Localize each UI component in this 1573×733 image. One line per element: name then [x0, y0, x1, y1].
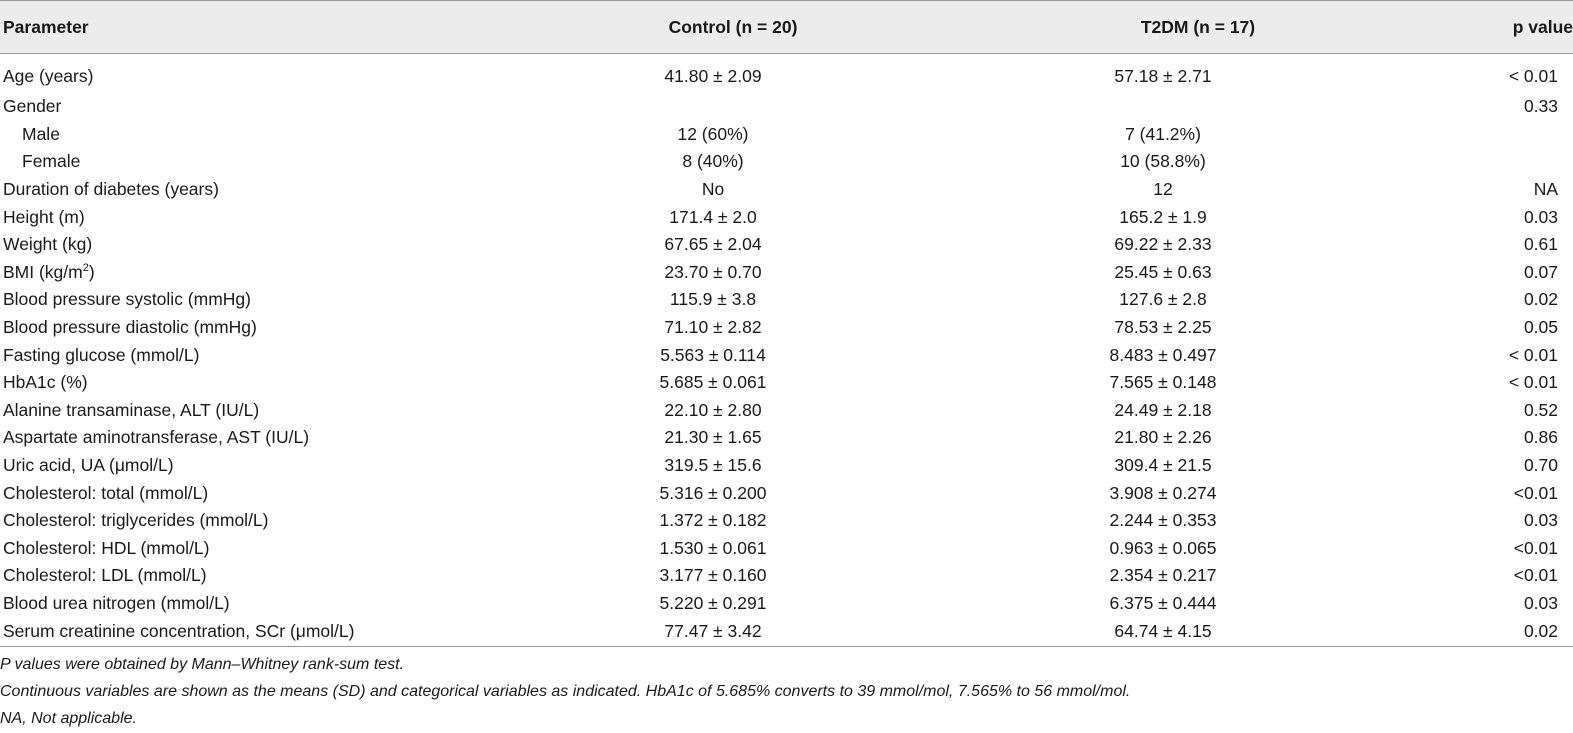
row-t2dm-value: 2.354 ± 0.217 [1109, 565, 1217, 586]
row-control-value: No [701, 179, 725, 200]
row-p-value: 0.03 [1523, 206, 1558, 227]
row-control-value: 3.177 ± 0.160 [659, 565, 767, 586]
row-parameter: Male [22, 123, 60, 144]
row-p-value: 0.02 [1403, 617, 1573, 647]
header-row [0, 1, 1573, 54]
row-control-value: 12 (60%) [677, 123, 749, 144]
row-p-value: 0.05 [1523, 317, 1558, 338]
row-parameter: Duration of diabetes (years) [3, 179, 219, 200]
row-p-value: < 0.01 [1508, 372, 1558, 393]
row-parameter: Blood pressure systolic (mmHg) [3, 289, 251, 310]
row-t2dm-value: 3.908 ± 0.274 [1109, 482, 1217, 503]
table-row [0, 54, 1573, 94]
header-control: Control (n = 20) [503, 1, 923, 54]
row-parameter: Cholesterol: HDL (mmol/L) [3, 537, 210, 558]
row-parameter: Uric acid, UA (μmol/L) [3, 455, 174, 476]
row-control-value: 1.530 ± 0.061 [659, 537, 767, 558]
row-p-value: <0.01 [1513, 537, 1558, 558]
row-control-value: 1.372 ± 0.182 [659, 510, 767, 531]
row-parameter: Serum creatinine concentration, SCr (μmol/L) [0, 617, 503, 647]
row-p-value: 0.07 [1523, 261, 1558, 282]
row-control-value: 41.80 ± 2.09 [664, 66, 762, 86]
header-t2dm: T2DM (n = 17) [923, 1, 1403, 54]
table-row [0, 148, 1573, 176]
table-row [0, 341, 1573, 369]
row-p-value: 0.03 [1523, 510, 1558, 531]
row-t2dm-value: 10 (58.8%) [1120, 151, 1206, 172]
footnote-variables: Continuous variables are shown as the means (SD) and categorical variables as indicated. HbA1c of 5.685% converts to 39 mmol/mol, 7.565% to 56 mmol/mol. [0, 683, 1131, 700]
row-t2dm-value: 8.483 ± 0.497 [1109, 344, 1217, 365]
row-t2dm-value: 7.565 ± 0.148 [1109, 372, 1217, 393]
row-control-value: 5.220 ± 0.291 [659, 592, 767, 613]
row-parameter-bmi [0, 259, 503, 287]
row-control-value: 67.65 ± 2.04 [664, 234, 762, 255]
row-control-value: 319.5 ± 15.6 [664, 455, 762, 476]
row-p-value: < 0.01 [1508, 66, 1558, 86]
row-t2dm-value: 12 [1153, 179, 1173, 200]
row-parameter: Cholesterol: triglycerides (mmol/L) [3, 510, 269, 531]
row-control-value: 22.10 ± 2.80 [664, 399, 762, 420]
table-header [0, 1, 1573, 54]
row-control-value [503, 93, 923, 121]
row-t2dm-value: 25.45 ± 0.63 [1114, 261, 1212, 282]
row-parameter: Weight (kg) [3, 234, 93, 255]
table-row [0, 535, 1573, 563]
table-row [0, 176, 1573, 204]
bmi-label-prefix: BMI (kg/m [3, 261, 83, 282]
table-row [0, 259, 1573, 287]
row-p-value: NA [1533, 179, 1558, 200]
row-p-value: <0.01 [1513, 482, 1558, 503]
row-p-value: 0.61 [1523, 234, 1558, 255]
row-control-value: 5.316 ± 0.200 [659, 482, 767, 503]
row-t2dm-value: 6.375 ± 0.444 [1109, 592, 1217, 613]
row-p-value: 0.02 [1523, 289, 1558, 310]
table-row [0, 231, 1573, 259]
row-p-value: 0.03 [1523, 592, 1558, 613]
row-p-value [1403, 121, 1573, 149]
row-parameter: Alanine transaminase, ALT (IU/L) [3, 399, 260, 420]
row-parameter: Aspartate aminotransferase, AST (IU/L) [3, 427, 310, 448]
row-control-value: 115.9 ± 3.8 [669, 289, 757, 310]
row-p-value: 0.33 [1523, 96, 1558, 117]
table-row [0, 507, 1573, 535]
row-control-value: 21.30 ± 1.65 [664, 427, 762, 448]
table-row [0, 424, 1573, 452]
row-t2dm-value: 127.6 ± 2.8 [1119, 289, 1207, 310]
table-row [0, 479, 1573, 507]
row-t2dm-value: 21.80 ± 2.26 [1114, 427, 1212, 448]
row-parameter: Female [22, 151, 81, 172]
bmi-label-suffix: ) [88, 261, 95, 282]
row-control-value: 23.70 ± 0.70 [664, 261, 762, 282]
row-parameter: Height (m) [3, 206, 85, 227]
row-control-value: 8 (40%) [682, 151, 744, 172]
row-p-value: 0.86 [1523, 427, 1558, 448]
row-t2dm-value: 78.53 ± 2.25 [1114, 317, 1212, 338]
header-parameter: Parameter [0, 1, 503, 54]
row-control-value: 77.47 ± 3.42 [503, 617, 923, 647]
row-parameter: Blood urea nitrogen (mmol/L) [3, 592, 230, 613]
row-t2dm-value: 69.22 ± 2.33 [1114, 234, 1212, 255]
table-row [0, 452, 1573, 480]
row-parameter: Fasting glucose (mmol/L) [3, 344, 200, 365]
header-p-value: p value [1403, 1, 1573, 54]
row-control-value: 5.685 ± 0.061 [659, 372, 767, 393]
row-parameter: HbA1c (%) [3, 372, 88, 393]
table-footnotes [0, 651, 1460, 732]
row-t2dm-value: 7 (41.2%) [1125, 123, 1201, 144]
table-row [0, 617, 1573, 647]
row-t2dm-value: 2.244 ± 0.353 [1109, 510, 1217, 531]
row-parameter: Cholesterol: total (mmol/L) [3, 482, 209, 503]
row-p-value: <0.01 [1513, 565, 1558, 586]
row-t2dm-value: 24.49 ± 2.18 [1114, 399, 1212, 420]
table-row [0, 286, 1573, 314]
row-control-value: 5.563 ± 0.114 [660, 344, 766, 365]
row-p-value: < 0.01 [1508, 344, 1558, 365]
row-p-value: 0.70 [1523, 455, 1558, 476]
row-t2dm-value: 64.74 ± 4.15 [923, 617, 1403, 647]
table-body [0, 54, 1573, 647]
table-row [0, 397, 1573, 425]
row-control-value: 71.10 ± 2.82 [664, 317, 762, 338]
row-t2dm-value: 165.2 ± 1.9 [1119, 206, 1207, 227]
row-parameter: Blood pressure diastolic (mmHg) [3, 317, 257, 338]
table-row [0, 121, 1573, 149]
footnote-na: NA, Not applicable. [0, 710, 137, 727]
table-row [0, 369, 1573, 397]
table-row [0, 590, 1573, 618]
table-row [0, 562, 1573, 590]
row-t2dm-value: 57.18 ± 2.71 [1114, 66, 1212, 86]
table-row [0, 203, 1573, 231]
table-row [0, 314, 1573, 342]
bmi-label-superscript: 2 [82, 262, 89, 275]
row-parameter: Gender [3, 96, 62, 117]
row-t2dm-value [923, 93, 1403, 121]
footnote-p-values: P values were obtained by Mann–Whitney rank-sum test. [0, 656, 405, 673]
row-control-value: 171.4 ± 2.0 [669, 206, 757, 227]
row-p-value [1403, 148, 1573, 176]
row-p-value: 0.52 [1523, 399, 1558, 420]
row-parameter: Cholesterol: LDL (mmol/L) [3, 565, 207, 586]
table-row [0, 93, 1573, 121]
row-t2dm-value: 309.4 ± 21.5 [1114, 455, 1212, 476]
row-t2dm-value: 0.963 ± 0.065 [1109, 537, 1217, 558]
row-parameter: Age (years) [3, 66, 94, 86]
